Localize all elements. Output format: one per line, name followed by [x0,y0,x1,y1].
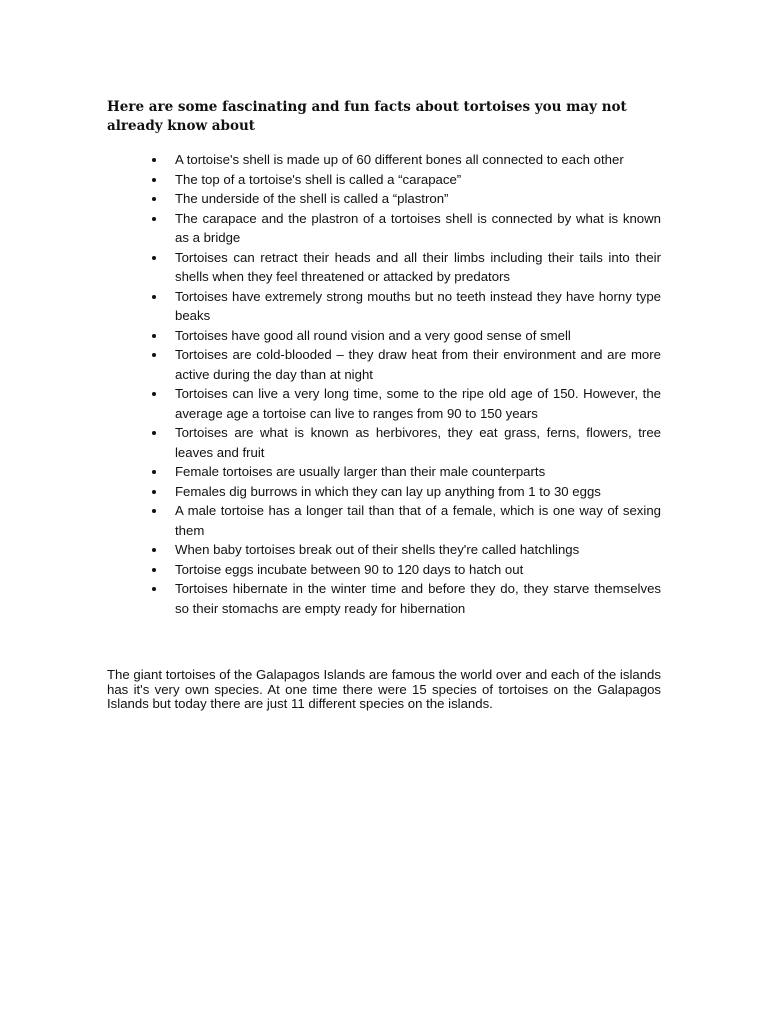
list-item: Tortoises are cold-blooded – they draw heat from their environment and are more active during the day than at night [147,345,661,384]
list-item: Female tortoises are usually larger than their male counterparts [147,462,661,482]
list-item: When baby tortoises break out of their shells they're called hatchlings [147,540,661,560]
document-heading: Here are some fascinating and fun facts about tortoises you may not already know about [107,99,627,134]
list-item: Tortoises can live a very long time, some to the ripe old age of 150. However, the average age a tortoise can live to ranges from 90 to 150 years [147,384,661,423]
list-item: Tortoises have good all round vision and a very good sense of smell [147,326,661,346]
list-item: Tortoises can retract their heads and all their limbs including their tails into their shells when they feel threatened or attacked by predators [147,248,661,287]
list-item: The carapace and the plastron of a tortoises shell is connected by what is known as a bridge [147,209,661,248]
tortoise-facts-list [147,150,661,618]
list-item: Tortoises hibernate in the winter time and before they do, they starve themselves so their stomachs are empty ready for hibernation [147,579,661,618]
list-item: Tortoises are what is known as herbivores, they eat grass, ferns, flowers, tree leaves and fruit [147,423,661,462]
list-item: Tortoises have extremely strong mouths but no teeth instead they have horny type beaks [147,287,661,326]
list-item: The top of a tortoise's shell is called a “carapace” [147,170,661,190]
list-item: The underside of the shell is called a “plastron” [147,189,661,209]
list-item: Females dig burrows in which they can lay up anything from 1 to 30 eggs [147,482,661,502]
list-item: A male tortoise has a longer tail than that of a female, which is one way of sexing them [147,501,661,540]
closing-paragraph: The giant tortoises of the Galapagos Islands are famous the world over and each of the islands has it's very own species. At one time there were 15 species of tortoises on the Galapagos Islands but today there are just 11 different species on the islands. [107,667,661,712]
list-item: A tortoise's shell is made up of 60 different bones all connected to each other [147,150,661,170]
list-item: Tortoise eggs incubate between 90 to 120 days to hatch out [147,560,661,580]
